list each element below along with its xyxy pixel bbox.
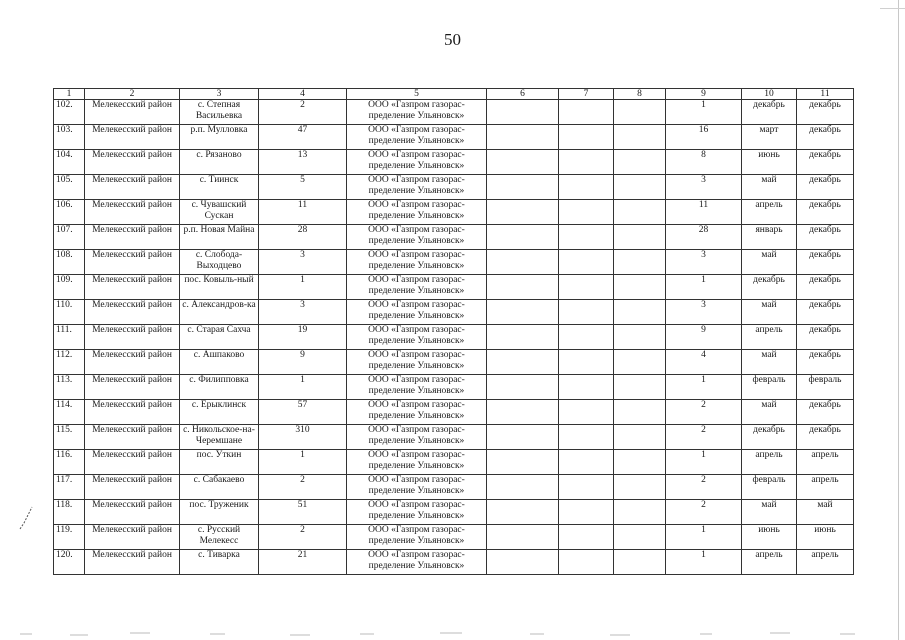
column-8-cell [614, 100, 666, 125]
row-number-cell: 118. [54, 500, 85, 525]
start-month-cell: май [742, 400, 797, 425]
table-row [54, 500, 854, 525]
column-8-cell [614, 525, 666, 550]
end-month-cell: декабрь [797, 175, 854, 200]
organization-cell: ООО «Газпром газорас-пределение Ульяновск» [347, 500, 487, 525]
table-body [54, 89, 854, 575]
start-month-cell: июнь [742, 525, 797, 550]
column-6-cell [487, 200, 559, 225]
organization-cell: ООО «Газпром газорас-пределение Ульяновск» [347, 475, 487, 500]
column-6-cell [487, 475, 559, 500]
table-row [54, 425, 854, 450]
organization-cell: ООО «Газпром газорас-пределение Ульяновск» [347, 100, 487, 125]
column-7-cell [559, 500, 614, 525]
district-cell: Мелекесский район [85, 525, 180, 550]
table-header-row [54, 89, 854, 100]
table-row [54, 200, 854, 225]
locality-cell: пос. Уткин [180, 450, 259, 475]
organization-cell: ООО «Газпром газорас-пределение Ульяновск» [347, 225, 487, 250]
column-9-cell: 11 [666, 200, 742, 225]
header-cell: 1 [54, 89, 85, 100]
column-8-cell [614, 550, 666, 575]
locality-cell: с. Сабакаево [180, 475, 259, 500]
quantity-cell: 2 [259, 475, 347, 500]
table-row [54, 300, 854, 325]
start-month-cell: май [742, 300, 797, 325]
end-month-cell: декабрь [797, 325, 854, 350]
start-month-cell: май [742, 350, 797, 375]
column-6-cell [487, 550, 559, 575]
column-9-cell: 3 [666, 250, 742, 275]
district-cell: Мелекесский район [85, 175, 180, 200]
row-number-cell: 111. [54, 325, 85, 350]
district-cell: Мелекесский район [85, 400, 180, 425]
locality-cell: с. Ашпаково [180, 350, 259, 375]
quantity-cell: 13 [259, 150, 347, 175]
column-7-cell [559, 275, 614, 300]
row-number-cell: 115. [54, 425, 85, 450]
start-month-cell: март [742, 125, 797, 150]
column-9-cell: 2 [666, 400, 742, 425]
locality-cell: с. Рязаново [180, 150, 259, 175]
column-9-cell: 1 [666, 275, 742, 300]
start-month-cell: апрель [742, 325, 797, 350]
column-7-cell [559, 300, 614, 325]
table-row [54, 550, 854, 575]
column-6-cell [487, 175, 559, 200]
quantity-cell: 47 [259, 125, 347, 150]
organization-cell: ООО «Газпром газорас-пределение Ульяновск» [347, 250, 487, 275]
column-9-cell: 1 [666, 375, 742, 400]
column-7-cell [559, 125, 614, 150]
row-number-cell: 108. [54, 250, 85, 275]
district-cell: Мелекесский район [85, 350, 180, 375]
row-number-cell: 103. [54, 125, 85, 150]
row-number-cell: 110. [54, 300, 85, 325]
quantity-cell: 9 [259, 350, 347, 375]
organization-cell: ООО «Газпром газорас-пределение Ульяновск» [347, 450, 487, 475]
start-month-cell: май [742, 500, 797, 525]
locality-cell: с. Чувашский Сускан [180, 200, 259, 225]
column-6-cell [487, 425, 559, 450]
end-month-cell: декабрь [797, 300, 854, 325]
locality-cell: с. Старая Сахча [180, 325, 259, 350]
column-8-cell [614, 150, 666, 175]
district-cell: Мелекесский район [85, 250, 180, 275]
table-row [54, 325, 854, 350]
table-row [54, 100, 854, 125]
column-9-cell: 2 [666, 475, 742, 500]
column-6-cell [487, 225, 559, 250]
quantity-cell: 2 [259, 100, 347, 125]
column-9-cell: 3 [666, 300, 742, 325]
organization-cell: ООО «Газпром газорас-пределение Ульяновск» [347, 425, 487, 450]
header-cell: 3 [180, 89, 259, 100]
table-row [54, 125, 854, 150]
quantity-cell: 3 [259, 250, 347, 275]
header-cell: 8 [614, 89, 666, 100]
quantity-cell: 57 [259, 400, 347, 425]
column-8-cell [614, 375, 666, 400]
column-7-cell [559, 450, 614, 475]
locality-cell: с. Степная Васильевка [180, 100, 259, 125]
header-cell: 10 [742, 89, 797, 100]
end-month-cell: апрель [797, 450, 854, 475]
organization-cell: ООО «Газпром газорас-пределение Ульяновск» [347, 350, 487, 375]
start-month-cell: декабрь [742, 100, 797, 125]
row-number-cell: 105. [54, 175, 85, 200]
row-number-cell: 120. [54, 550, 85, 575]
column-7-cell [559, 175, 614, 200]
column-7-cell [559, 475, 614, 500]
column-6-cell [487, 500, 559, 525]
end-month-cell: апрель [797, 475, 854, 500]
column-6-cell [487, 400, 559, 425]
organization-cell: ООО «Газпром газорас-пределение Ульяновск» [347, 400, 487, 425]
organization-cell: ООО «Газпром газорас-пределение Ульяновск» [347, 200, 487, 225]
district-cell: Мелекесский район [85, 150, 180, 175]
locality-cell: с. Русский Мелекесс [180, 525, 259, 550]
end-month-cell: июнь [797, 525, 854, 550]
district-cell: Мелекесский район [85, 200, 180, 225]
row-number-cell: 107. [54, 225, 85, 250]
organization-cell: ООО «Газпром газорас-пределение Ульяновск» [347, 275, 487, 300]
organization-cell: ООО «Газпром газорас-пределение Ульяновск» [347, 150, 487, 175]
quantity-cell: 310 [259, 425, 347, 450]
table-row [54, 275, 854, 300]
start-month-cell: май [742, 175, 797, 200]
column-6-cell [487, 300, 559, 325]
district-cell: Мелекесский район [85, 450, 180, 475]
organization-cell: ООО «Газпром газорас-пределение Ульяновск» [347, 550, 487, 575]
locality-cell: с. Ерыклинск [180, 400, 259, 425]
table-row [54, 150, 854, 175]
quantity-cell: 51 [259, 500, 347, 525]
quantity-cell: 3 [259, 300, 347, 325]
table-row [54, 475, 854, 500]
column-9-cell: 8 [666, 150, 742, 175]
locality-cell: пос. Ковыль-ный [180, 275, 259, 300]
column-9-cell: 9 [666, 325, 742, 350]
column-8-cell [614, 325, 666, 350]
column-6-cell [487, 250, 559, 275]
row-number-cell: 112. [54, 350, 85, 375]
column-6-cell [487, 350, 559, 375]
start-month-cell: декабрь [742, 425, 797, 450]
column-8-cell [614, 250, 666, 275]
column-9-cell: 28 [666, 225, 742, 250]
column-7-cell [559, 425, 614, 450]
end-month-cell: май [797, 500, 854, 525]
district-cell: Мелекесский район [85, 325, 180, 350]
column-7-cell [559, 350, 614, 375]
start-month-cell: июнь [742, 150, 797, 175]
column-9-cell: 2 [666, 500, 742, 525]
column-9-cell: 4 [666, 350, 742, 375]
column-8-cell [614, 300, 666, 325]
locality-cell: с. Тиварка [180, 550, 259, 575]
page-number: 50 [444, 30, 461, 49]
column-6-cell [487, 525, 559, 550]
end-month-cell: февраль [797, 375, 854, 400]
end-month-cell: декабрь [797, 100, 854, 125]
table-row [54, 450, 854, 475]
column-8-cell [614, 175, 666, 200]
end-month-cell: декабрь [797, 250, 854, 275]
column-7-cell [559, 150, 614, 175]
end-month-cell: декабрь [797, 275, 854, 300]
start-month-cell: апрель [742, 200, 797, 225]
locality-cell: с. Филипповка [180, 375, 259, 400]
row-number-cell: 102. [54, 100, 85, 125]
start-month-cell: апрель [742, 550, 797, 575]
row-number-cell: 119. [54, 525, 85, 550]
end-month-cell: декабрь [797, 200, 854, 225]
column-9-cell: 2 [666, 425, 742, 450]
header-cell: 9 [666, 89, 742, 100]
table-row [54, 400, 854, 425]
column-7-cell [559, 375, 614, 400]
margin-pen-mark [18, 505, 34, 531]
column-7-cell [559, 100, 614, 125]
district-cell: Мелекесский район [85, 425, 180, 450]
table-row [54, 350, 854, 375]
column-6-cell [487, 325, 559, 350]
row-number-cell: 114. [54, 400, 85, 425]
page-edge-line [898, 0, 899, 640]
column-7-cell [559, 250, 614, 275]
end-month-cell: декабрь [797, 425, 854, 450]
column-6-cell [487, 450, 559, 475]
quantity-cell: 11 [259, 200, 347, 225]
column-7-cell [559, 325, 614, 350]
column-9-cell: 16 [666, 125, 742, 150]
header-cell: 6 [487, 89, 559, 100]
district-cell: Мелекесский район [85, 300, 180, 325]
table-row [54, 175, 854, 200]
end-month-cell: декабрь [797, 400, 854, 425]
quantity-cell: 21 [259, 550, 347, 575]
row-number-cell: 106. [54, 200, 85, 225]
column-9-cell: 1 [666, 100, 742, 125]
locality-cell: р.п. Мулловка [180, 125, 259, 150]
organization-cell: ООО «Газпром газорас-пределение Ульяновск» [347, 175, 487, 200]
organization-cell: ООО «Газпром газорас-пределение Ульяновск» [347, 525, 487, 550]
locality-cell: пос. Труженик [180, 500, 259, 525]
column-8-cell [614, 425, 666, 450]
district-cell: Мелекесский район [85, 125, 180, 150]
locality-cell: р.п. Новая Майна [180, 225, 259, 250]
end-month-cell: декабрь [797, 350, 854, 375]
column-8-cell [614, 200, 666, 225]
column-7-cell [559, 225, 614, 250]
quantity-cell: 5 [259, 175, 347, 200]
column-6-cell [487, 125, 559, 150]
locality-cell: с. Тиинск [180, 175, 259, 200]
start-month-cell: апрель [742, 450, 797, 475]
header-cell: 5 [347, 89, 487, 100]
quantity-cell: 19 [259, 325, 347, 350]
row-number-cell: 117. [54, 475, 85, 500]
column-9-cell: 1 [666, 525, 742, 550]
end-month-cell: декабрь [797, 150, 854, 175]
start-month-cell: май [742, 250, 797, 275]
district-cell: Мелекесский район [85, 225, 180, 250]
row-number-cell: 113. [54, 375, 85, 400]
table-row [54, 225, 854, 250]
quantity-cell: 28 [259, 225, 347, 250]
district-cell: Мелекесский район [85, 275, 180, 300]
column-7-cell [559, 400, 614, 425]
header-cell: 11 [797, 89, 854, 100]
district-cell: Мелекесский район [85, 500, 180, 525]
organization-cell: ООО «Газпром газорас-пределение Ульяновск» [347, 300, 487, 325]
table-row [54, 525, 854, 550]
page-corner-line [880, 8, 905, 9]
column-7-cell [559, 550, 614, 575]
district-cell: Мелекесский район [85, 475, 180, 500]
district-cell: Мелекесский район [85, 375, 180, 400]
column-9-cell: 1 [666, 450, 742, 475]
header-cell: 4 [259, 89, 347, 100]
quantity-cell: 2 [259, 525, 347, 550]
end-month-cell: декабрь [797, 225, 854, 250]
table-row [54, 375, 854, 400]
column-8-cell [614, 225, 666, 250]
column-6-cell [487, 100, 559, 125]
column-8-cell [614, 275, 666, 300]
header-cell: 7 [559, 89, 614, 100]
locality-cell: с. Слобода-Выходцево [180, 250, 259, 275]
column-8-cell [614, 475, 666, 500]
row-number-cell: 104. [54, 150, 85, 175]
column-8-cell [614, 450, 666, 475]
scan-noise [10, 628, 870, 640]
column-8-cell [614, 500, 666, 525]
locality-cell: с. Никольское-на-Черемшане [180, 425, 259, 450]
district-cell: Мелекесский район [85, 100, 180, 125]
organization-cell: ООО «Газпром газорас-пределение Ульяновск» [347, 325, 487, 350]
locality-cell: с. Александров-ка [180, 300, 259, 325]
row-number-cell: 116. [54, 450, 85, 475]
quantity-cell: 1 [259, 375, 347, 400]
end-month-cell: апрель [797, 550, 854, 575]
column-8-cell [614, 350, 666, 375]
organization-cell: ООО «Газпром газорас-пределение Ульяновск» [347, 125, 487, 150]
column-9-cell: 1 [666, 550, 742, 575]
start-month-cell: январь [742, 225, 797, 250]
column-8-cell [614, 125, 666, 150]
column-6-cell [487, 150, 559, 175]
column-7-cell [559, 200, 614, 225]
district-cell: Мелекесский район [85, 550, 180, 575]
header-cell: 2 [85, 89, 180, 100]
column-9-cell: 3 [666, 175, 742, 200]
data-table [53, 88, 854, 575]
start-month-cell: декабрь [742, 275, 797, 300]
end-month-cell: декабрь [797, 125, 854, 150]
start-month-cell: февраль [742, 475, 797, 500]
column-6-cell [487, 275, 559, 300]
start-month-cell: февраль [742, 375, 797, 400]
column-6-cell [487, 375, 559, 400]
table-row [54, 250, 854, 275]
organization-cell: ООО «Газпром газорас-пределение Ульяновск» [347, 375, 487, 400]
column-7-cell [559, 525, 614, 550]
quantity-cell: 1 [259, 450, 347, 475]
row-number-cell: 109. [54, 275, 85, 300]
quantity-cell: 1 [259, 275, 347, 300]
column-8-cell [614, 400, 666, 425]
